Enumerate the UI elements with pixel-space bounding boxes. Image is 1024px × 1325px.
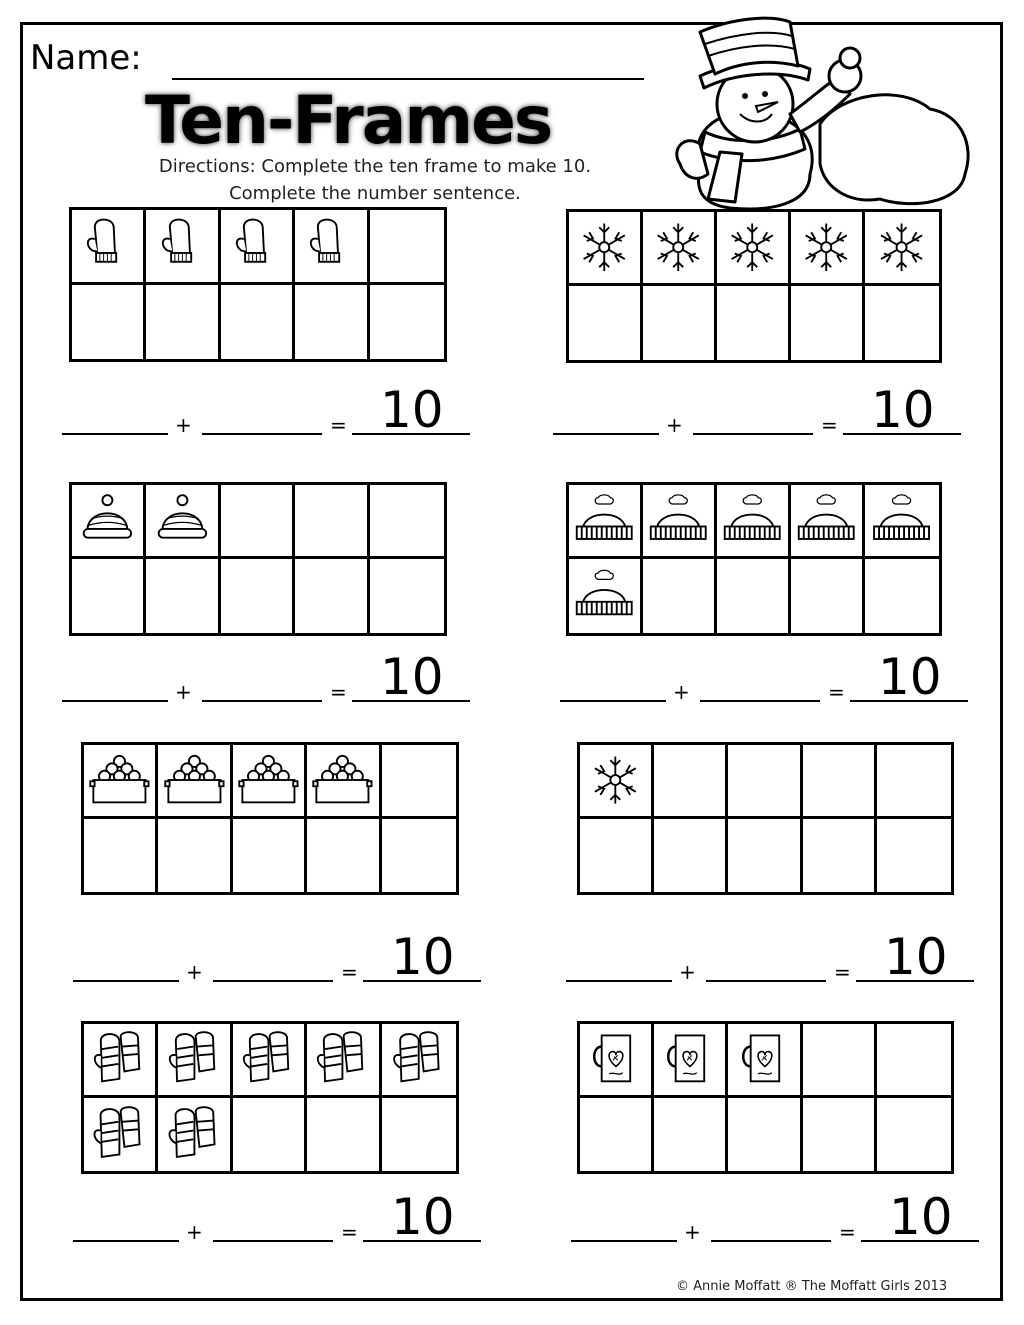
ten-frame-cell-empty[interactable] xyxy=(791,286,865,360)
addend-blank-2[interactable] xyxy=(202,433,322,435)
ten-frame-cell-filled xyxy=(307,745,381,819)
directions-line-2: Complete the number sentence. xyxy=(229,183,521,204)
addend-blank-1[interactable] xyxy=(62,433,168,435)
ten-frame-cell-empty[interactable] xyxy=(158,819,232,893)
ten-frame-cell-empty[interactable] xyxy=(370,485,444,559)
ten-frame-cell-empty[interactable] xyxy=(728,745,802,819)
mitten-icon xyxy=(225,214,288,277)
ten-frame-cell-empty[interactable] xyxy=(146,285,220,360)
ten-frame-cell-empty[interactable] xyxy=(791,559,865,633)
ten-frame-cell-filled xyxy=(221,210,295,285)
number-sentence xyxy=(62,383,472,443)
ten-frame-cell-empty[interactable] xyxy=(580,819,654,893)
equals-sign: = xyxy=(821,413,838,437)
ten-frame-cell-empty[interactable] xyxy=(307,819,381,893)
ten-frame-cell-empty[interactable] xyxy=(382,745,456,819)
ten-frame-cell-empty[interactable] xyxy=(233,819,307,893)
mitten-pair-icon xyxy=(163,1028,226,1090)
ten-frame-cell-empty[interactable] xyxy=(803,819,877,893)
ten-frame-cell-filled xyxy=(865,485,939,559)
ten-frame xyxy=(81,742,459,895)
ten-frame-cell-filled xyxy=(569,212,643,286)
ten-frame-cell-empty[interactable] xyxy=(221,485,295,559)
mitten-pair-icon xyxy=(386,1028,451,1090)
equals-sign: = xyxy=(341,960,358,984)
sum-value: 10 xyxy=(884,928,948,986)
mitten-icon xyxy=(151,214,214,277)
ten-frame-cell-empty[interactable] xyxy=(221,559,295,633)
ten-frame-cell-empty[interactable] xyxy=(803,745,877,819)
equals-sign: = xyxy=(828,680,845,704)
ten-frame-cell-empty[interactable] xyxy=(643,286,717,360)
ten-frame-cell-empty[interactable] xyxy=(370,559,444,633)
ten-frame-cell-empty[interactable] xyxy=(877,1098,951,1172)
snowman-illustration xyxy=(660,14,980,214)
addend-blank-1[interactable] xyxy=(553,433,659,435)
number-sentence xyxy=(560,650,970,710)
ten-frame-cell-empty[interactable] xyxy=(803,1098,877,1172)
equals-sign: = xyxy=(330,680,347,704)
snowflake-icon xyxy=(869,216,934,278)
number-sentence xyxy=(73,930,483,990)
ten-frame-cell-filled xyxy=(717,485,791,559)
addend-blank-1[interactable] xyxy=(566,980,672,982)
plus-sign: + xyxy=(673,680,690,704)
addend-blank-2[interactable] xyxy=(711,1240,831,1242)
ten-frame-cell-filled xyxy=(72,210,146,285)
cocoa-mug-icon xyxy=(658,1028,721,1090)
ten-frame-cell-empty[interactable] xyxy=(728,1098,802,1172)
snowball-bucket-icon xyxy=(163,749,226,811)
copyright-footer: © Annie Moffatt ® The Moffatt Girls 2013 xyxy=(676,1279,948,1294)
name-label: Name: xyxy=(30,38,142,78)
ten-frame-cell-empty[interactable] xyxy=(654,745,728,819)
ten-frame-cell-filled xyxy=(728,1024,802,1098)
ten-frame-cell-empty[interactable] xyxy=(877,819,951,893)
ten-frame-cell-filled xyxy=(84,745,158,819)
ten-frame-cell-empty[interactable] xyxy=(654,819,728,893)
ten-frame-cell-empty[interactable] xyxy=(877,745,951,819)
mitten-pair-icon xyxy=(88,1102,151,1167)
ten-frame-cell-empty[interactable] xyxy=(865,286,939,360)
striped-hat-icon xyxy=(647,489,709,551)
mitten-pair-icon xyxy=(311,1028,374,1090)
ten-frame-cell-filled xyxy=(158,745,232,819)
sum-value: 10 xyxy=(391,1188,455,1246)
sum-value: 10 xyxy=(871,381,935,439)
ten-frame xyxy=(69,207,447,362)
addend-blank-1[interactable] xyxy=(73,980,179,982)
mitten-icon xyxy=(299,214,362,277)
snowflake-icon xyxy=(573,216,635,278)
snowflake-icon xyxy=(584,749,647,811)
ten-frame-cell-filled xyxy=(382,1024,456,1098)
ten-frame-cell-empty[interactable] xyxy=(295,485,369,559)
ten-frame xyxy=(69,482,447,636)
ten-frame-cell-filled xyxy=(717,212,791,286)
ten-frame-cell-empty[interactable] xyxy=(877,1024,951,1098)
number-sentence xyxy=(571,1190,981,1250)
winter-hat-icon xyxy=(151,489,214,551)
ten-frame-cell-filled xyxy=(84,1024,158,1098)
number-sentence xyxy=(62,650,472,710)
ten-frame-cell-filled xyxy=(146,210,220,285)
plus-sign: + xyxy=(186,1220,203,1244)
ten-frame-cell-empty[interactable] xyxy=(72,285,146,360)
ten-frame-cell-filled xyxy=(84,1098,158,1172)
ten-frame-cell-filled xyxy=(295,210,369,285)
addend-blank-2[interactable] xyxy=(693,433,813,435)
striped-hat-icon xyxy=(795,489,857,551)
ten-frame-cell-empty[interactable] xyxy=(295,285,369,360)
cocoa-mug-icon xyxy=(584,1028,647,1090)
plus-sign: + xyxy=(679,960,696,984)
number-sentence xyxy=(73,1190,483,1250)
ten-frame-cell-filled xyxy=(233,745,307,819)
ten-frame xyxy=(566,209,942,363)
ten-frame-cell-filled xyxy=(580,745,654,819)
cocoa-mug-icon xyxy=(733,1028,796,1090)
winter-hat-icon xyxy=(76,489,139,551)
striped-hat-icon xyxy=(869,489,934,551)
directions-line-1: Directions: Complete the ten frame to make 10. xyxy=(158,156,592,177)
equals-sign: = xyxy=(330,413,347,437)
ten-frame-cell-filled xyxy=(791,485,865,559)
addend-blank-2[interactable] xyxy=(213,1240,333,1242)
ten-frame-cell-filled xyxy=(233,1024,307,1098)
sum-value: 10 xyxy=(380,648,444,706)
sum-value: 10 xyxy=(380,381,444,439)
striped-hat-icon xyxy=(721,489,783,551)
ten-frame-cell-filled xyxy=(158,1098,232,1172)
ten-frame xyxy=(566,482,942,636)
ten-frame-cell-filled xyxy=(307,1024,381,1098)
ten-frame-cell-empty[interactable] xyxy=(307,1098,381,1172)
ten-frame-cell-empty[interactable] xyxy=(382,819,456,893)
number-sentence xyxy=(553,383,963,443)
addend-blank-2[interactable] xyxy=(700,700,820,702)
name-line[interactable] xyxy=(172,78,644,80)
ten-frame-cell-empty[interactable] xyxy=(370,285,444,360)
plus-sign: + xyxy=(684,1220,701,1244)
ten-frame-cell-empty[interactable] xyxy=(654,1098,728,1172)
addend-blank-1[interactable] xyxy=(73,1240,179,1242)
directions xyxy=(110,153,640,207)
plus-sign: + xyxy=(666,413,683,437)
ten-frame-cell-filled xyxy=(643,212,717,286)
ten-frame xyxy=(577,742,954,895)
ten-frame xyxy=(81,1021,459,1174)
ten-frame-cell-empty[interactable] xyxy=(295,559,369,633)
ten-frame-cell-filled xyxy=(791,212,865,286)
ten-frame-cell-empty[interactable] xyxy=(233,1098,307,1172)
ten-frame-cell-empty[interactable] xyxy=(717,286,791,360)
ten-frame-cell-filled xyxy=(643,485,717,559)
snowball-bucket-icon xyxy=(88,749,151,811)
mitten-icon xyxy=(76,214,139,277)
ten-frame-cell-filled xyxy=(865,212,939,286)
ten-frame-cell-empty[interactable] xyxy=(382,1098,456,1172)
snowflake-icon xyxy=(721,216,783,278)
addend-blank-1[interactable] xyxy=(571,1240,677,1242)
ten-frame-cell-filled xyxy=(146,485,220,559)
snowflake-icon xyxy=(647,216,709,278)
ten-frame-cell-empty[interactable] xyxy=(865,559,939,633)
number-sentence xyxy=(566,930,976,990)
ten-frame-cell-filled xyxy=(654,1024,728,1098)
striped-hat-icon xyxy=(573,489,635,551)
plus-sign: + xyxy=(175,413,192,437)
plus-sign: + xyxy=(186,960,203,984)
addend-blank-2[interactable] xyxy=(202,700,322,702)
page-title: Ten-Frames xyxy=(145,82,552,159)
equals-sign: = xyxy=(839,1220,856,1244)
sum-value: 10 xyxy=(391,928,455,986)
ten-frame-cell-empty[interactable] xyxy=(221,285,295,360)
ten-frame-cell-filled xyxy=(569,559,643,633)
ten-frame-cell-filled xyxy=(72,485,146,559)
mitten-pair-icon xyxy=(237,1028,300,1090)
ten-frame-cell-filled xyxy=(569,485,643,559)
addend-blank-1[interactable] xyxy=(62,700,168,702)
ten-frame-cell-filled xyxy=(158,1024,232,1098)
addend-blank-1[interactable] xyxy=(560,700,666,702)
ten-frame-cell-empty[interactable] xyxy=(803,1024,877,1098)
ten-frame-cell-empty[interactable] xyxy=(643,559,717,633)
ten-frame-cell-empty[interactable] xyxy=(717,559,791,633)
ten-frame xyxy=(577,1021,954,1174)
ten-frame-cell-empty[interactable] xyxy=(84,819,158,893)
mitten-pair-icon xyxy=(88,1028,151,1090)
mitten-pair-icon xyxy=(163,1102,226,1167)
snowflake-icon xyxy=(795,216,857,278)
equals-sign: = xyxy=(341,1220,358,1244)
ten-frame-cell-empty[interactable] xyxy=(146,559,220,633)
addend-blank-2[interactable] xyxy=(706,980,826,982)
equals-sign: = xyxy=(834,960,851,984)
ten-frame-cell-empty[interactable] xyxy=(370,210,444,285)
plus-sign: + xyxy=(175,680,192,704)
ten-frame-cell-empty[interactable] xyxy=(728,819,802,893)
ten-frame-cell-empty[interactable] xyxy=(569,286,643,360)
ten-frame-cell-empty[interactable] xyxy=(580,1098,654,1172)
addend-blank-2[interactable] xyxy=(213,980,333,982)
sum-value: 10 xyxy=(889,1188,953,1246)
striped-hat-icon xyxy=(573,563,635,628)
snowball-bucket-icon xyxy=(311,749,374,811)
ten-frame-cell-empty[interactable] xyxy=(72,559,146,633)
snowball-bucket-icon xyxy=(237,749,300,811)
sum-value: 10 xyxy=(878,648,942,706)
ten-frame-cell-filled xyxy=(580,1024,654,1098)
